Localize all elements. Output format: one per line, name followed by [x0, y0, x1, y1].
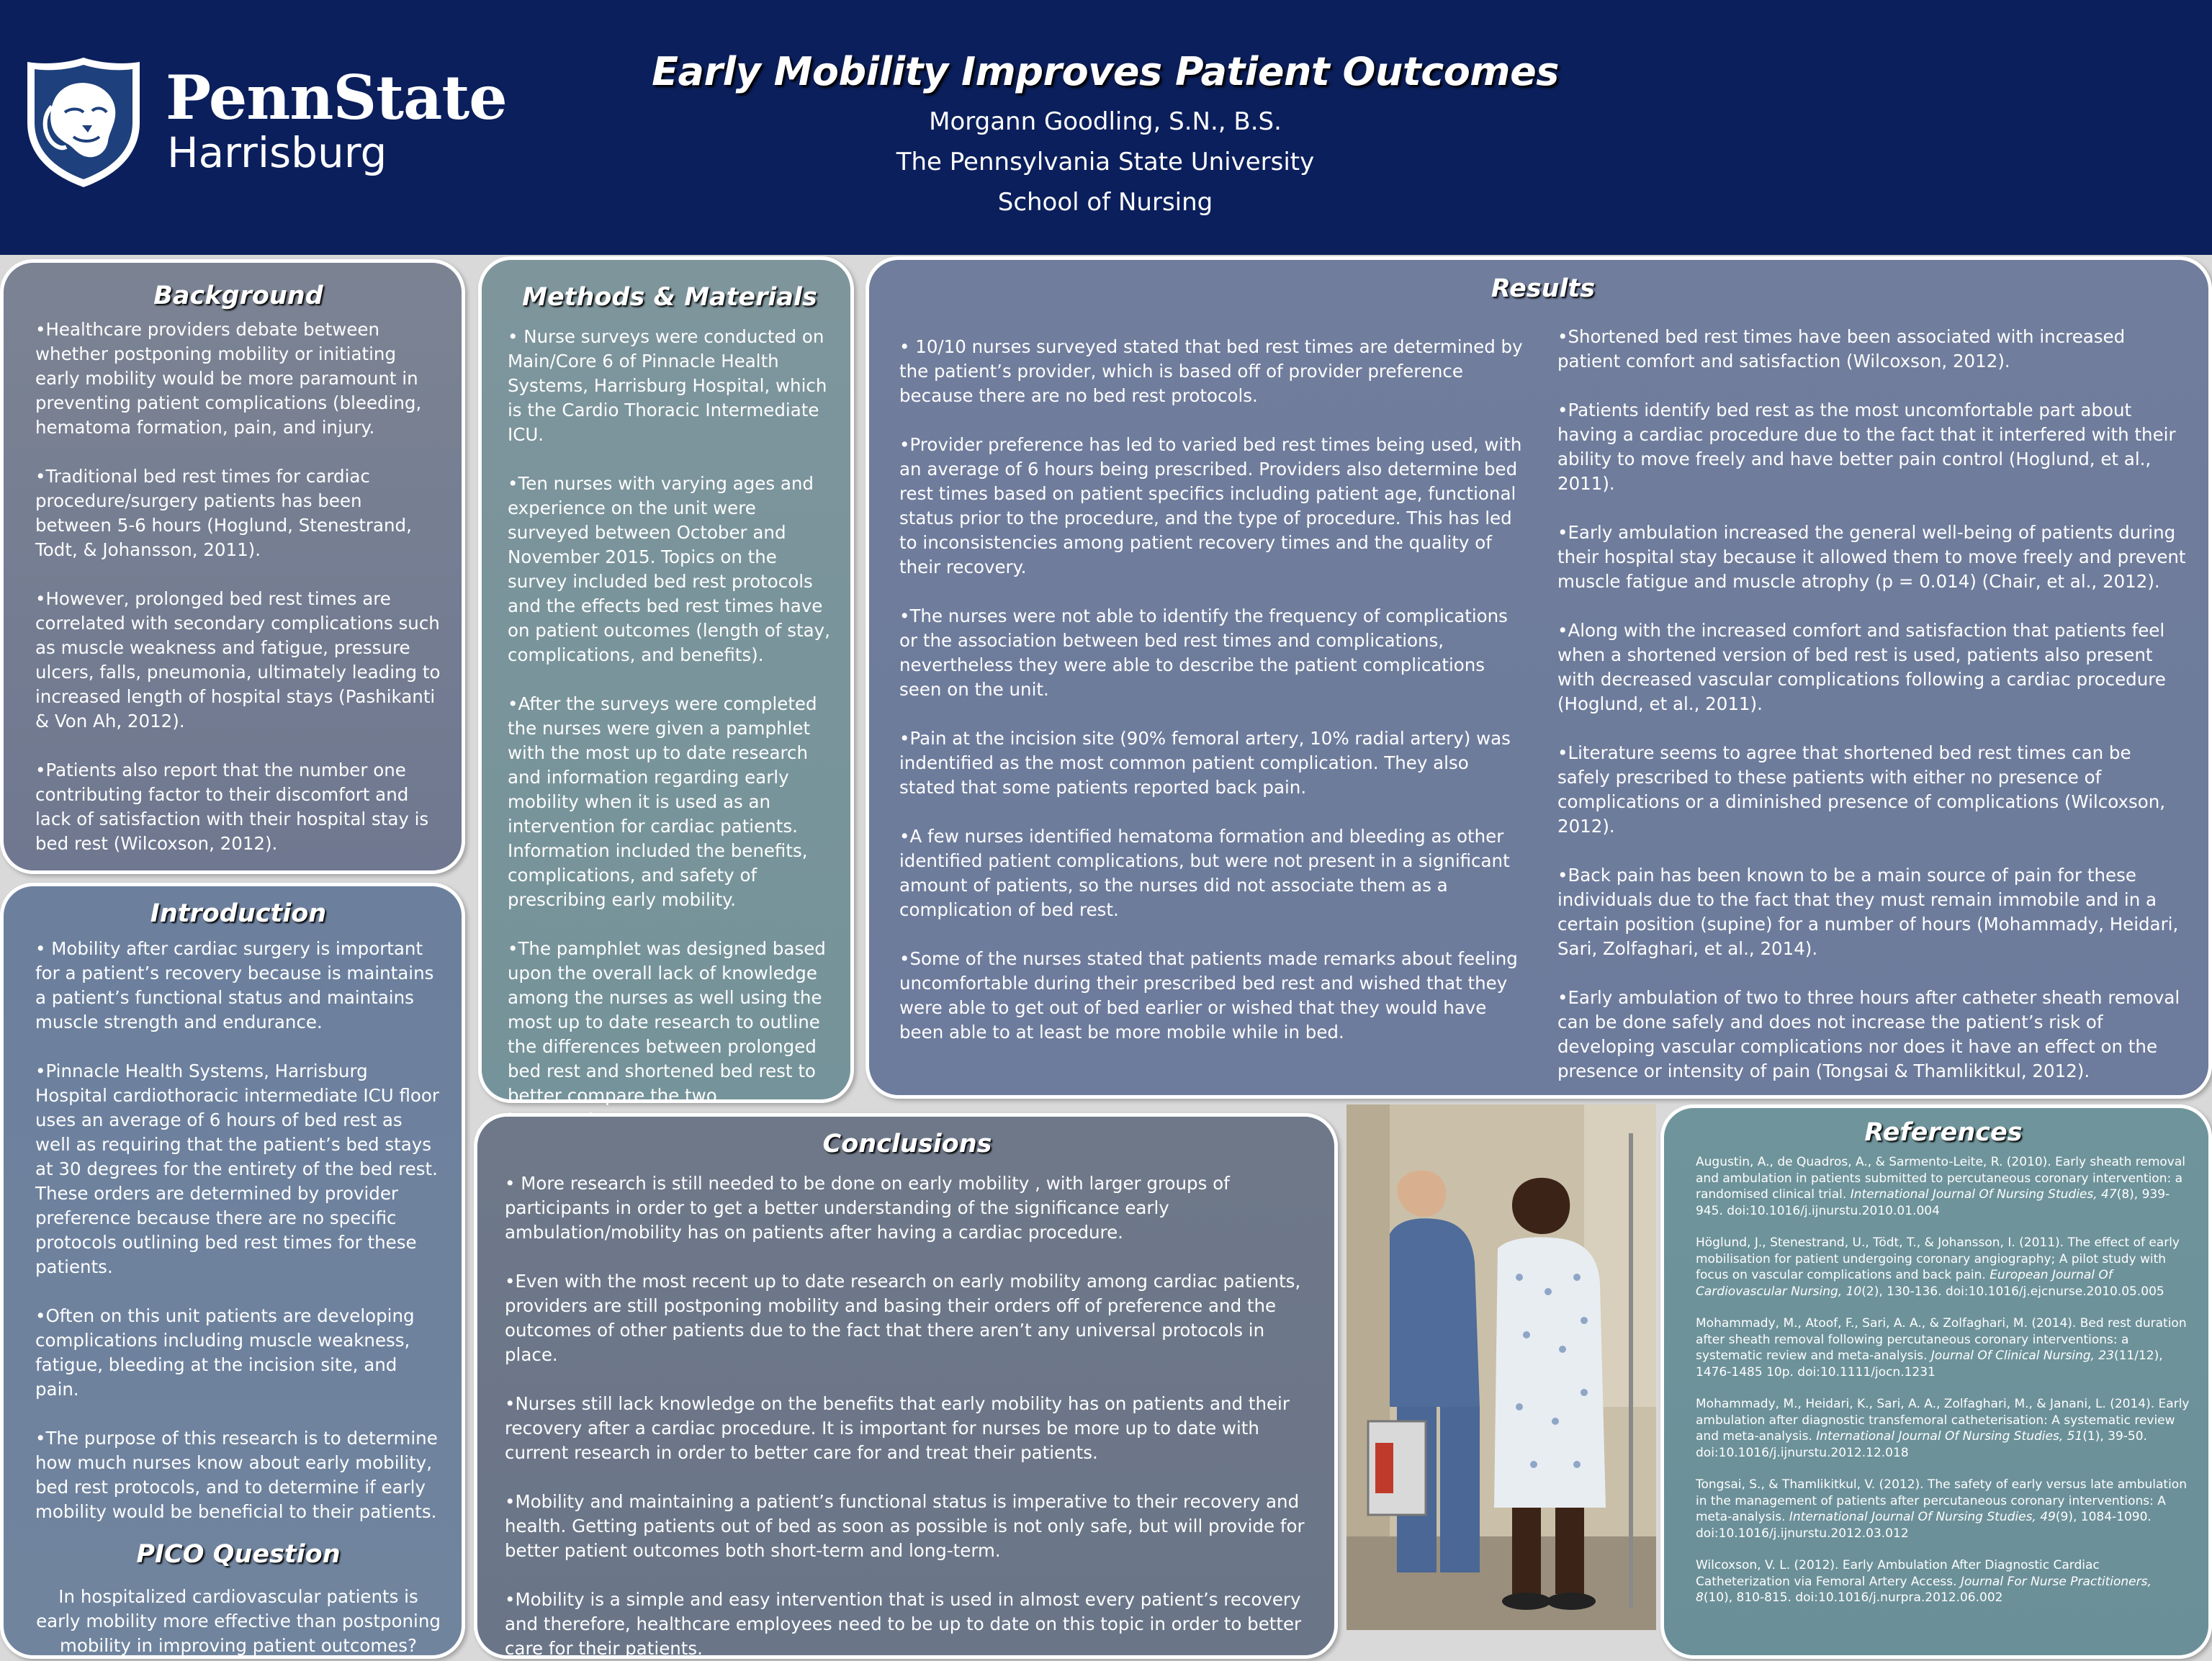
reference-item — [1696, 1315, 2191, 1380]
conclusions-paragraph: • More research is still needed to be done on early mobility , with larger groups of participants in order to get a better understanding of the significance early ambulation/mobility has on patients after having a cardiac procedure. — [505, 1173, 1230, 1243]
results-paragraph: •Early ambulation increased the general well-being of patients during their hospital stay because it allowed them to move freely and prevent muscle fatigue and muscle atrophy (p = 0.014) (Chair, et al., 2012). — [1557, 522, 2186, 592]
reference-journal: Journal Of Clinical Nursing, 23 — [1930, 1349, 2114, 1363]
nittany-lion-shield-icon — [23, 56, 144, 189]
reference-text: Mohammady, M., Atoof, F., Sari, A. A., & Zolfaghari, M. (2014). Bed rest duration after sheath removal following percutaneous coronary interventions: a systematic review and meta-analysis. — [1696, 1316, 2187, 1363]
brand-campus: Harrisburg — [167, 128, 387, 177]
background-paragraph: •Traditional bed rest times for cardiac procedure/surgery patients has been between 5-6 hours (Hoglund, Stenestrand, Todt, & Johansson, 2011). — [35, 466, 412, 560]
reference-item — [1696, 1235, 2191, 1300]
pico-heading: PICO Question — [136, 1540, 341, 1569]
reference-text: Wilcoxson, V. L. (2012). Early Ambulation After Diagnostic Cardiac Catheterization via Femoral Artery Access. — [1696, 1558, 2100, 1589]
results-paragraph: •Provider preference has led to varied bed rest times being used, with an average of 6 hours being prescribed. Providers also determine bed rest times based on patient specifics including patient age, functional status prior to the procedure, and the type of procedure. This has led to inconsistencies among patient recovery times and the quality of their recovery. — [899, 434, 1522, 577]
reference-text: Mohammady, M., Heidari, K., Sari, A. A., Zolfaghari, M., & Janani, L. (2014). Early ambulation after diagnostic transfemoral catheterisation: A systematic review and meta-analysis. — [1696, 1397, 2190, 1444]
reference-tail: (9), 1084-1090. doi:10.1016/j.ijnurstu.2012.03.012 — [1696, 1510, 2152, 1541]
references-panel — [1660, 1104, 2212, 1659]
introduction-panel — [0, 883, 465, 1659]
results-heading: Results — [1491, 274, 1596, 303]
introduction-paragraph: •Often on this unit patients are developing complications including muscle weakness, fatigue, bleeding at the incision site, and pain. — [35, 1305, 415, 1400]
reference-journal: International Journal Of Nursing Studies, 49 — [1789, 1510, 2056, 1524]
results-right-column — [1557, 325, 2187, 1084]
reference-tail: (2), 130-136. doi:10.1016/j.ejcnurse.2010.05.005 — [1861, 1284, 2164, 1299]
background-paragraph: •Healthcare providers debate between whether postponing mobility or initiating early mobility would be more paramount in preventing patient complications (bleeding, hematoma formation, pain, and injury. — [35, 319, 422, 438]
pico-question: In hospitalized cardiovascular patients is early mobility more effective than postponing mobility in improving patient outcomes? — [36, 1586, 441, 1656]
school: School of Nursing — [997, 188, 1213, 217]
reference-text: Höglund, J., Stenestrand, U., Tödt, T., & Johansson, I. (2011). The effect of early mobilisation for patient undergoing coronary angiography; A pilot study with focus on vascular complications and back pain. — [1696, 1235, 2180, 1282]
university: The Pennsylvania State University — [896, 148, 1315, 176]
background-panel — [0, 259, 465, 874]
results-paragraph: •Pain at the incision site (90% femoral artery, 10% radial artery) was indentified as the most common patient complication. They also stated that some patients reported back pain. — [899, 728, 1511, 798]
reference-journal: Journal For Nurse Practitioners, 8 — [1696, 1574, 2152, 1605]
results-paragraph: •Shortened bed rest times have been associated with increased patient comfort and satisfaction (Wilcoxson, 2012). — [1557, 326, 2126, 372]
results-left-column — [899, 325, 1529, 1084]
references-heading: References — [1864, 1118, 2023, 1147]
conclusions-paragraph: •Even with the most recent up to date research on early mobility among cardiac patients, providers are still postponing mobility and basing their orders off of preference and the outcomes of other patients due to the fact that there aren’t any universal protocols in place. — [505, 1271, 1301, 1365]
conclusions-paragraph: •Mobility is a simple and easy intervention that is used in almost every patient’s recovery and therefore, healthcare employees need to be up to date on this topic in order to better care for their patients. — [505, 1589, 1302, 1659]
background-paragraph: •Patients also report that the number one contributing factor to their discomfort and lack of satisfaction with their hospital stay is bed rest (Wilcoxson, 2012). — [35, 760, 429, 854]
introduction-heading: Introduction — [150, 899, 327, 928]
reference-text: Tongsai, S., & Thamlikitkul, V. (2012). The safety of early versus late ambulation in the management of patients after percutaneous coronary interventions: A meta-analysis. — [1696, 1477, 2187, 1524]
results-panel — [866, 256, 2212, 1099]
reference-item — [1696, 1154, 2191, 1219]
results-paragraph: •Back pain has been known to be a main source of pain for these individuals due to the fact that they must remain immobile and in a certain position (supine) for a number of hours (Mohammady, Heidari, Sari, Zolfaghari, et al., 2014). — [1557, 865, 2179, 959]
pennstate-logo — [23, 56, 507, 193]
reference-item — [1696, 1477, 2191, 1541]
reference-tail: (10), 810-815. doi:10.1016/j.nurpra.2012.06.002 — [1703, 1590, 2003, 1605]
brand-name: PennState — [166, 62, 507, 133]
patient-ambulation-photo — [1346, 1104, 1656, 1630]
background-heading: Background — [153, 282, 323, 310]
reference-tail: (8), 939-945. doi:10.1016/j.ijnurstu.2010.01.004 — [1696, 1187, 2170, 1218]
poster-header — [0, 0, 2212, 255]
introduction-paragraph: • Mobility after cardiac surgery is important for a patient’s recovery because is maintains a patient’s functional status and maintains muscle strength and endurance. — [35, 938, 434, 1032]
results-paragraph: • 10/10 nurses surveyed stated that bed rest times are determined by the patient’s provider, which is based off of provider preference because there are no bed rest protocols. — [899, 336, 1523, 406]
results-paragraph: •Some of the nurses stated that patients made remarks about feeling uncomfortable during their prescribed bed rest and wished that they were able to get out of bed earlier or wished that they would have been able to at least be more mobile while in bed. — [899, 948, 1518, 1043]
methods-heading: Methods & Materials — [522, 283, 817, 312]
results-paragraph: •The nurses were not able to identify the frequency of complications or the association between bed rest times and complications, nevertheless they were able to describe the patient complications seen on the unit. — [899, 606, 1508, 700]
reference-journal: European Journal Of Cardiovascular Nursing, 10 — [1696, 1268, 2113, 1299]
conclusions-paragraph: •Mobility and maintaining a patient’s functional status is imperative to their recovery and health. Getting patients out of bed as soon as possible is not only safe, but will provide for better patient outcomes both short-term and long-term. — [505, 1491, 1305, 1561]
reference-tail: (11/12), 1476-1485 10p. doi:10.1111/jocn.1231 — [1696, 1349, 2163, 1379]
methods-paragraph: •After the surveys were completed the nurses were given a pamphlet with the most up to date research and information regarding early mobility when it is used as an intervention for cardiac patients. Information included the benefits, complications, and safety of prescribing early mobility. — [508, 693, 817, 910]
conclusions-paragraph: •Nurses still lack knowledge on the benefits that early mobility has on patients and their recovery after a cardiac procedure. It is important for nurses be more up to date with current research in order to better care for and treat their patients. — [505, 1393, 1290, 1463]
background-paragraph: •However, prolonged bed rest times are correlated with secondary complications such as muscle weakness and fatigue, pressure ulcers, falls, pneumonia, ultimately leading to increased length of hospital stays (Pashikanti & Von Ah, 2012). — [35, 588, 441, 732]
title-block — [648, 49, 1563, 222]
author: Morgann Goodling, S.N., B.S. — [929, 107, 1282, 136]
reference-item — [1696, 1557, 2191, 1606]
methods-paragraph: •The pamphlet was designed based upon the overall lack of knowledge among the nurses as well using the most up to date research to outline the differences between prolonged bed rest and shortened bed rest to better compare the two — [508, 938, 826, 1106]
introduction-paragraph: •Pinnacle Health Systems, Harrisburg Hospital cardiothoracic intermediate ICU floor uses an average of 6 hours of bed rest as well as requiring that the patient’s bed stays at 30 degrees for the entirety of the bed rest. These orders are determined by provider preference because there are no specific protocols outlining bed rest times for these patients. — [35, 1061, 439, 1277]
conclusions-panel — [474, 1113, 1338, 1659]
results-paragraph: •Along with the increased comfort and satisfaction that patients feel when a shortened version of bed rest is used, patients also present with decreased vascular complications following a cardiac procedure (Hoglund, et al., 2011). — [1557, 620, 2166, 714]
methods-panel — [478, 256, 854, 1106]
poster-title: Early Mobility Improves Patient Outcomes — [652, 49, 1559, 94]
results-paragraph: •Early ambulation of two to three hours after catheter sheath removal can be done safely and does not increase the patient’s risk of developing vascular complications nor does it have an effect on the presence or intensity of pain (Tongsai & Thamlikitkul, 2012). — [1557, 987, 2180, 1081]
conclusions-heading: Conclusions — [822, 1130, 992, 1158]
reference-journal: International Journal Of Nursing Studies, 47 — [1850, 1187, 2117, 1202]
reference-item — [1696, 1396, 2191, 1461]
methods-paragraph: •Ten nurses with varying ages and experience on the unit were surveyed between October and November 2015. Topics on the survey included bed rest protocols and the effects bed rest times have on patient outcomes (length of stay, complications, and benefits). — [508, 473, 830, 665]
reference-journal: International Journal Of Nursing Studies, 51 — [1816, 1429, 2083, 1444]
results-paragraph: •Literature seems to agree that shortened bed rest times can be safely prescribed to these patients with either no presence of complications or a diminished presence of complications (Wilcoxson, 2012). — [1557, 742, 2166, 837]
methods-paragraph: • Nurse surveys were conducted on Main/Core 6 of Pinnacle Health Systems, Harrisburg Hospital, which is the Cardio Thoracic Intermediate ICU. — [508, 326, 827, 445]
introduction-paragraph: •The purpose of this research is to determine how much nurses know about early mobility, bed rest protocols, and to determine if early mobility would be beneficial to their patients. — [35, 1428, 438, 1522]
reference-tail: (1), 39-50. doi:10.1016/j.ijnurstu.2012.12.018 — [1696, 1429, 2147, 1460]
results-paragraph: •Patients identify bed rest as the most uncomfortable part about having a cardiac procedure due to the fact that it interfered with their ability to move freely and have better pain control (Hoglund, et al., 2011). — [1557, 400, 2176, 494]
reference-text: Augustin, A., de Quadros, A., & Sarmento-Leite, R. (2010). Early sheath removal and ambulation in patients submitted to percutaneous coronary intervention: a randomised clinical trial. — [1696, 1155, 2186, 1202]
photo-illustration — [1346, 1104, 1656, 1630]
results-paragraph: •A few nurses identified hematoma formation and bleeding as other identified patient complications, but were not present in a significant amount of patients, so the nurses did not associate them as a complication of bed rest. — [899, 826, 1510, 920]
